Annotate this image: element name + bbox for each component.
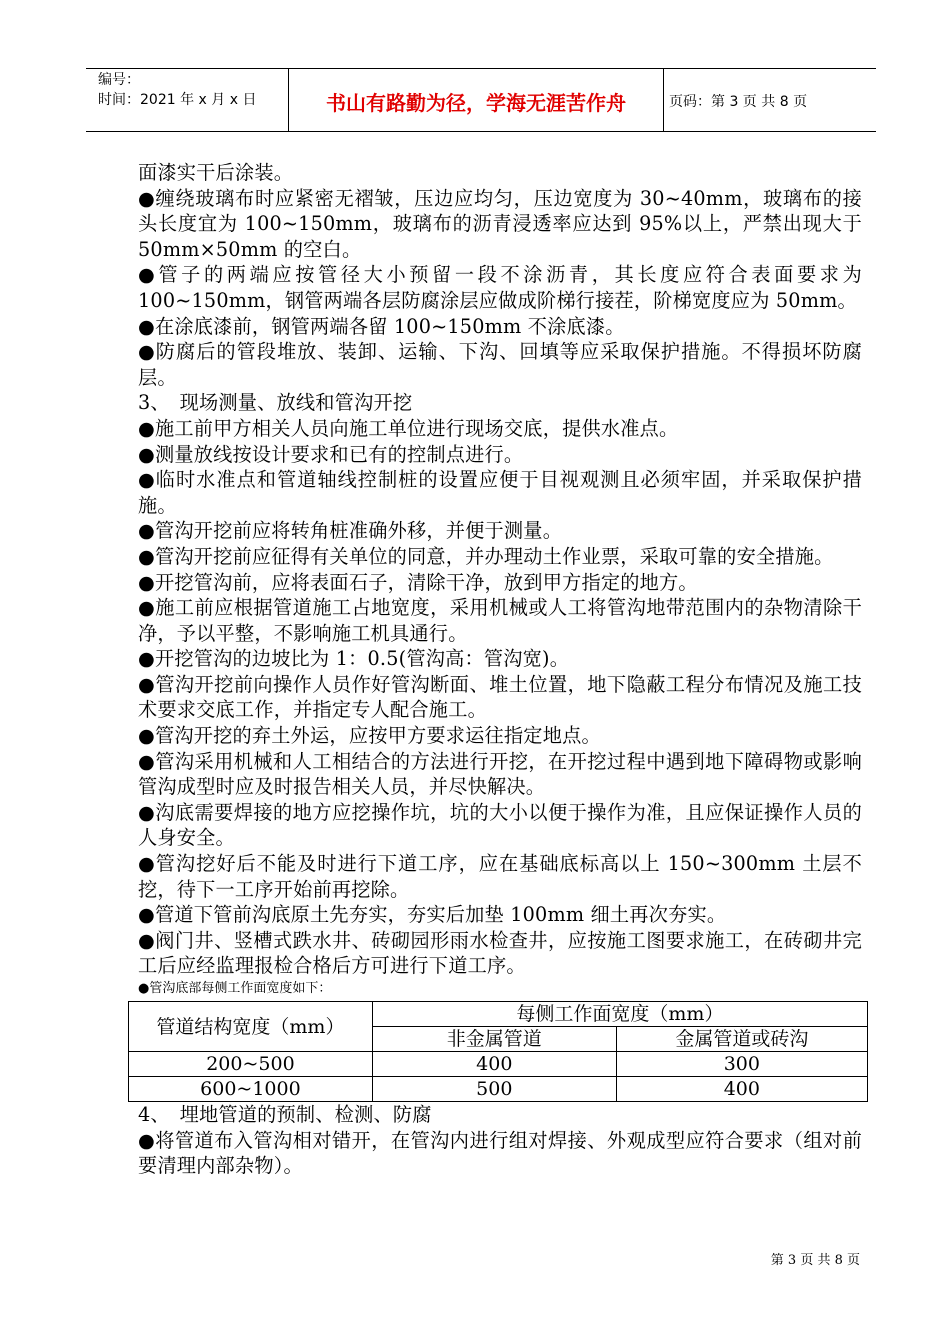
paragraph: ●测量放线按设计要求和已有的控制点进行。 bbox=[138, 442, 524, 466]
paragraph: ●管沟采用机械和人工相结合的方法进行开挖，在开挖过程中遇到地下障碍物或影响管沟成型时应及时报告相关人员，并尽快解决。 bbox=[138, 749, 862, 799]
table-row bbox=[129, 1052, 868, 1077]
table-header-structure-width: 管道结构宽度（mm） bbox=[129, 1002, 373, 1052]
paragraph: ●管沟开挖的弃土外运，应按甲方要求运往指定地点。 bbox=[138, 724, 601, 748]
document-body bbox=[138, 160, 862, 1179]
page-footer: 第 3 页 共 8 页 bbox=[770, 1253, 860, 1268]
paragraph: ●管沟开挖前应将转角桩准确外移，并便于测量。 bbox=[138, 519, 563, 543]
paragraph: ●管沟挖好后不能及时进行下道工序，应在基础底标高以上 150~300mm 土层不挖，待下一工序开始前再挖除。 bbox=[138, 852, 862, 901]
paragraph: ●在涂底漆前，钢管两端各留 100~150mm 不涂底漆。 bbox=[138, 314, 625, 338]
paragraph: ●防腐后的管段堆放、装卸、运输、下沟、回填等应采取保护措施。不得损坏防腐层。 bbox=[138, 340, 862, 389]
table-cell: 300 bbox=[616, 1052, 867, 1077]
paragraph: ●管道下管前沟底原土先夯实，夯实后加垫 100mm 细土再次夯实。 bbox=[138, 903, 727, 927]
section-heading: 4、 埋地管道的预制、检测、防腐 bbox=[138, 1103, 432, 1126]
number-label: 编号： bbox=[98, 72, 140, 88]
paragraph: ●管沟开挖前应征得有关单位的同意，并办理动土作业票，采取可靠的安全措施。 bbox=[138, 544, 834, 568]
table-row bbox=[129, 1077, 868, 1102]
page-code: 页码：第 3 页 共 8 页 bbox=[669, 94, 808, 110]
table-subheader-metal: 金属管道或砖沟 bbox=[616, 1027, 867, 1052]
paragraph: ●阀门井、竖槽式跌水井、砖砌园形雨水检查井，应按施工图要求施工，在砖砌井完工后应经监理报检合格后方可进行下道工序。 bbox=[138, 928, 862, 978]
table-caption: ●管沟底部每侧工作面宽度如下： bbox=[138, 981, 332, 996]
table-header-group: 每侧工作面宽度（mm） bbox=[372, 1002, 867, 1027]
table-cell: 400 bbox=[372, 1052, 616, 1077]
table-cell: 400 bbox=[616, 1077, 867, 1102]
paragraph: 面漆实干后涂装。 bbox=[138, 161, 294, 184]
page-header bbox=[86, 68, 876, 132]
table-subheader-nonmetal: 非金属管道 bbox=[372, 1027, 616, 1052]
paragraph: ●开挖管沟的边坡比为 1：0.5(管沟高：管沟宽)。 bbox=[138, 647, 570, 671]
work-width-table bbox=[128, 1001, 868, 1102]
time-label: 时间：2021 年 x 月 x 日 bbox=[98, 92, 257, 108]
header-page-cell bbox=[663, 69, 876, 131]
paragraph: ●开挖管沟前，应将表面石子，清除干净，放到甲方指定的地方。 bbox=[138, 570, 698, 594]
section-heading: 3、 现场测量、放线和管沟开挖 bbox=[138, 391, 413, 415]
paragraph: ●临时水准点和管道轴线控制桩的设置应便于目视观测且必须牢固，并采取保护措施。 bbox=[138, 468, 862, 517]
paragraph: ●管沟开挖前向操作人员作好管沟断面、堆土位置，地下隐蔽工程分布情况及施工技术要求交底工作，并指定专人配合施工。 bbox=[138, 672, 862, 722]
table-cell: 600~1000 bbox=[129, 1077, 373, 1102]
paragraph: ●将管道布入管沟相对错开，在管沟内进行组对焊接、外观成型应符合要求（组对前要清理内部杂物）。 bbox=[138, 1128, 862, 1178]
motto: 书山有路勤为径，学海无涯苦作舟 bbox=[326, 91, 626, 115]
table-cell: 500 bbox=[372, 1077, 616, 1102]
paragraph: ●缠绕玻璃布时应紧密无褶皱，压边应均匀，压边宽度为 30~40mm，玻璃布的接头长度宜为 100~150mm，玻璃布的沥青浸透率应达到 95%以上，严禁出现大于 50mm×50mm 的空白。 bbox=[138, 186, 862, 261]
header-meta-cell bbox=[86, 69, 288, 131]
header-motto-cell bbox=[288, 69, 664, 131]
table-cell: 200~500 bbox=[129, 1052, 373, 1077]
paragraph: ●施工前应根据管道施工占地宽度，采用机械或人工将管沟地带范围内的杂物清除干净，予以平整，不影响施工机具通行。 bbox=[138, 596, 862, 645]
paragraph: ●沟底需要焊接的地方应挖操作坑，坑的大小以便于操作为准，且应保证操作人员的人身安全。 bbox=[138, 800, 862, 850]
paragraph: ●施工前甲方相关人员向施工单位进行现场交底，提供水准点。 bbox=[138, 416, 679, 440]
paragraph: ●管子的两端应按管径大小预留一段不涂沥青，其长度应符合表面要求为 100~150mm，钢管两端各层防腐涂层应做成阶梯行接茬，阶梯宽度应为 50mm。 bbox=[138, 263, 862, 312]
